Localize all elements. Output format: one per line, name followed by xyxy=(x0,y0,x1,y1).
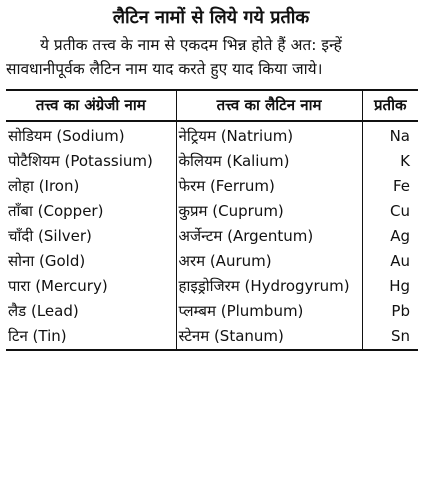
cell-latin-name: प्लम्बम (Plumbum) xyxy=(176,299,362,324)
cell-english-name: पारा (Mercury) xyxy=(6,274,176,299)
table-row xyxy=(6,149,418,174)
cell-english-name: पोटैशियम (Potassium) xyxy=(6,149,176,174)
table-row xyxy=(6,121,418,149)
table-body xyxy=(6,121,418,350)
header-symbol: प्रतीक xyxy=(374,96,407,114)
cell-symbol: Cu xyxy=(390,202,410,220)
cell-latin-name: कुप्रम (Cuprum) xyxy=(176,199,362,224)
symbols-table xyxy=(6,89,418,351)
cell-symbol: K xyxy=(400,152,410,170)
cell-latin-name: स्टेनम (Stanum) xyxy=(176,324,362,350)
table-row xyxy=(6,274,418,299)
cell-english-name: लैड (Lead) xyxy=(6,299,176,324)
table-row xyxy=(6,174,418,199)
cell-english-name: टिन (Tin) xyxy=(6,324,176,350)
cell-latin-name: अरम (Aurum) xyxy=(176,249,362,274)
cell-latin-name: हाइड्रोजिरम (Hydrogyrum) xyxy=(176,274,362,299)
cell-latin-name: अर्जेन्टम (Argentum) xyxy=(176,224,362,249)
cell-latin-name: फेरम (Ferrum) xyxy=(176,174,362,199)
cell-symbol: Hg xyxy=(389,277,410,295)
cell-latin-name: केलियम (Kalium) xyxy=(176,149,362,174)
cell-symbol: Au xyxy=(390,252,410,270)
header-latin-name: तत्त्व का लैटिन नाम xyxy=(176,90,362,121)
cell-symbol: Ag xyxy=(390,227,410,245)
cell-symbol: Pb xyxy=(391,302,410,320)
table-row xyxy=(6,224,418,249)
table-header-row xyxy=(6,90,418,121)
cell-english-name: लोहा (Iron) xyxy=(6,174,176,199)
section-heading: लैटिन नामों से लिये गये प्रतीक xyxy=(112,7,310,28)
intro-paragraph: ये प्रतीक तत्त्व के नाम से एकदम भिन्न होते हैं अत: इन्हें सावधानीपूर्वक लैटिन नाम याद करते हुए याद किया जाये। xyxy=(6,36,342,78)
table-row xyxy=(6,249,418,274)
cell-symbol: Na xyxy=(389,127,410,145)
table-row xyxy=(6,299,418,324)
cell-english-name: सोडियम (Sodium) xyxy=(6,121,176,149)
header-english-name: तत्त्व का अंग्रेजी नाम xyxy=(6,90,176,121)
cell-english-name: चाँदी (Silver) xyxy=(6,224,176,249)
cell-latin-name: नेट्रियम (Natrium) xyxy=(176,121,362,149)
cell-symbol: Sn xyxy=(390,327,410,345)
table-row xyxy=(6,199,418,224)
cell-english-name: सोना (Gold) xyxy=(6,249,176,274)
cell-symbol: Fe xyxy=(392,177,410,195)
cell-english-name: ताँबा (Copper) xyxy=(6,199,176,224)
table-row xyxy=(6,324,418,350)
